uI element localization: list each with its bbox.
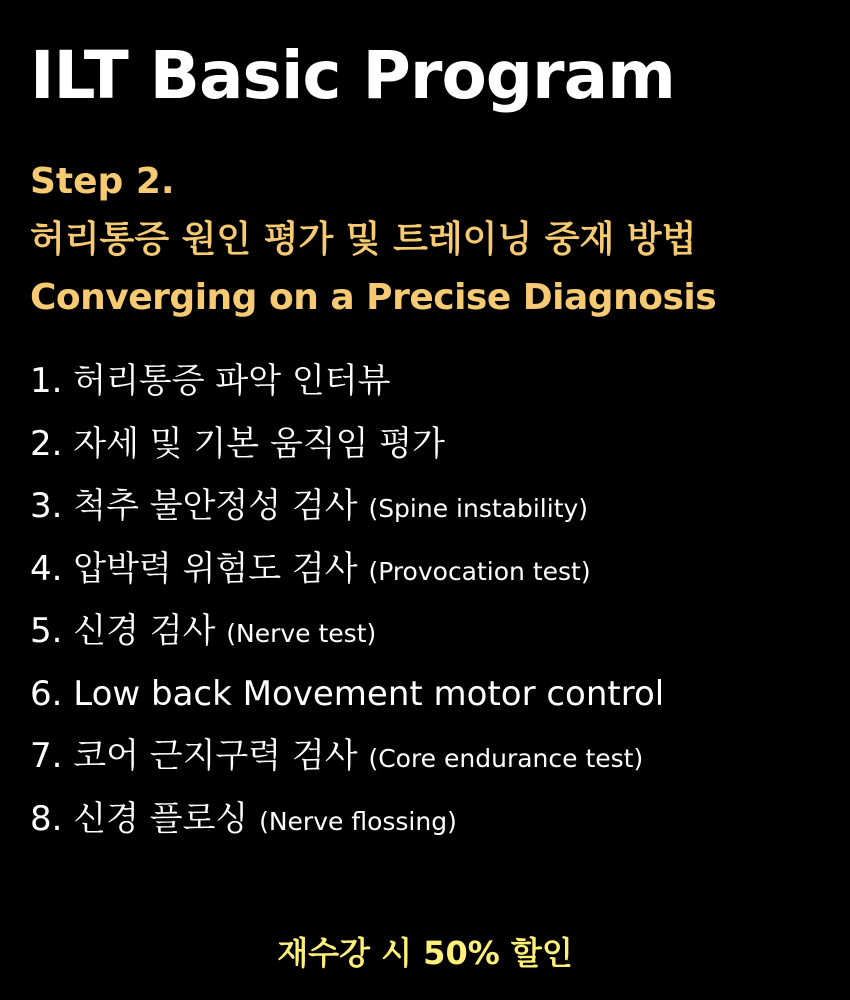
subtitle-korean: 허리통증 원인 평가 및 트레이닝 중재 방법 <box>30 219 697 260</box>
list-item <box>30 413 664 476</box>
list-item-text: 3. 척추 불안정성 검사 <box>30 486 358 526</box>
list-item-text: 7. 코어 근지구력 검사 <box>30 736 358 776</box>
list-item-text: 8. 신경 플로싱 <box>30 798 249 839</box>
list-item-text: 1. 허리통증 파악 인터뷰 <box>30 361 391 401</box>
list-item <box>30 600 664 663</box>
list-item-text: 4. 압박력 위험도 검사 <box>30 548 358 589</box>
subtitle-block <box>30 153 716 327</box>
list-item <box>30 725 664 788</box>
list-item-text: 5. 신경 검사 <box>30 611 216 651</box>
list-item-note: (Nerve flossing) <box>259 806 457 836</box>
list-item-note: (Provocation test) <box>368 556 591 586</box>
step-label: Step 2. <box>30 161 175 202</box>
list-item <box>30 350 664 413</box>
discount-notice: 재수강 시 50% 할인 <box>277 934 573 972</box>
list-item-note: (Nerve test) <box>226 619 377 648</box>
list-item-text: 6. Low back Movement motor control <box>30 673 665 714</box>
program-list <box>30 350 664 850</box>
list-item-text: 2. 자세 및 기본 움직임 평가 <box>30 423 445 464</box>
list-item <box>30 663 664 726</box>
list-item-note: (Spine instability) <box>368 494 589 523</box>
list-item <box>30 475 664 538</box>
list-item <box>30 788 664 851</box>
subtitle-english: Converging on a Precise Diagnosis <box>30 277 717 318</box>
page-title: ILT Basic Program <box>30 37 675 114</box>
list-item <box>30 538 664 601</box>
list-item-note: (Core endurance test) <box>368 744 644 773</box>
